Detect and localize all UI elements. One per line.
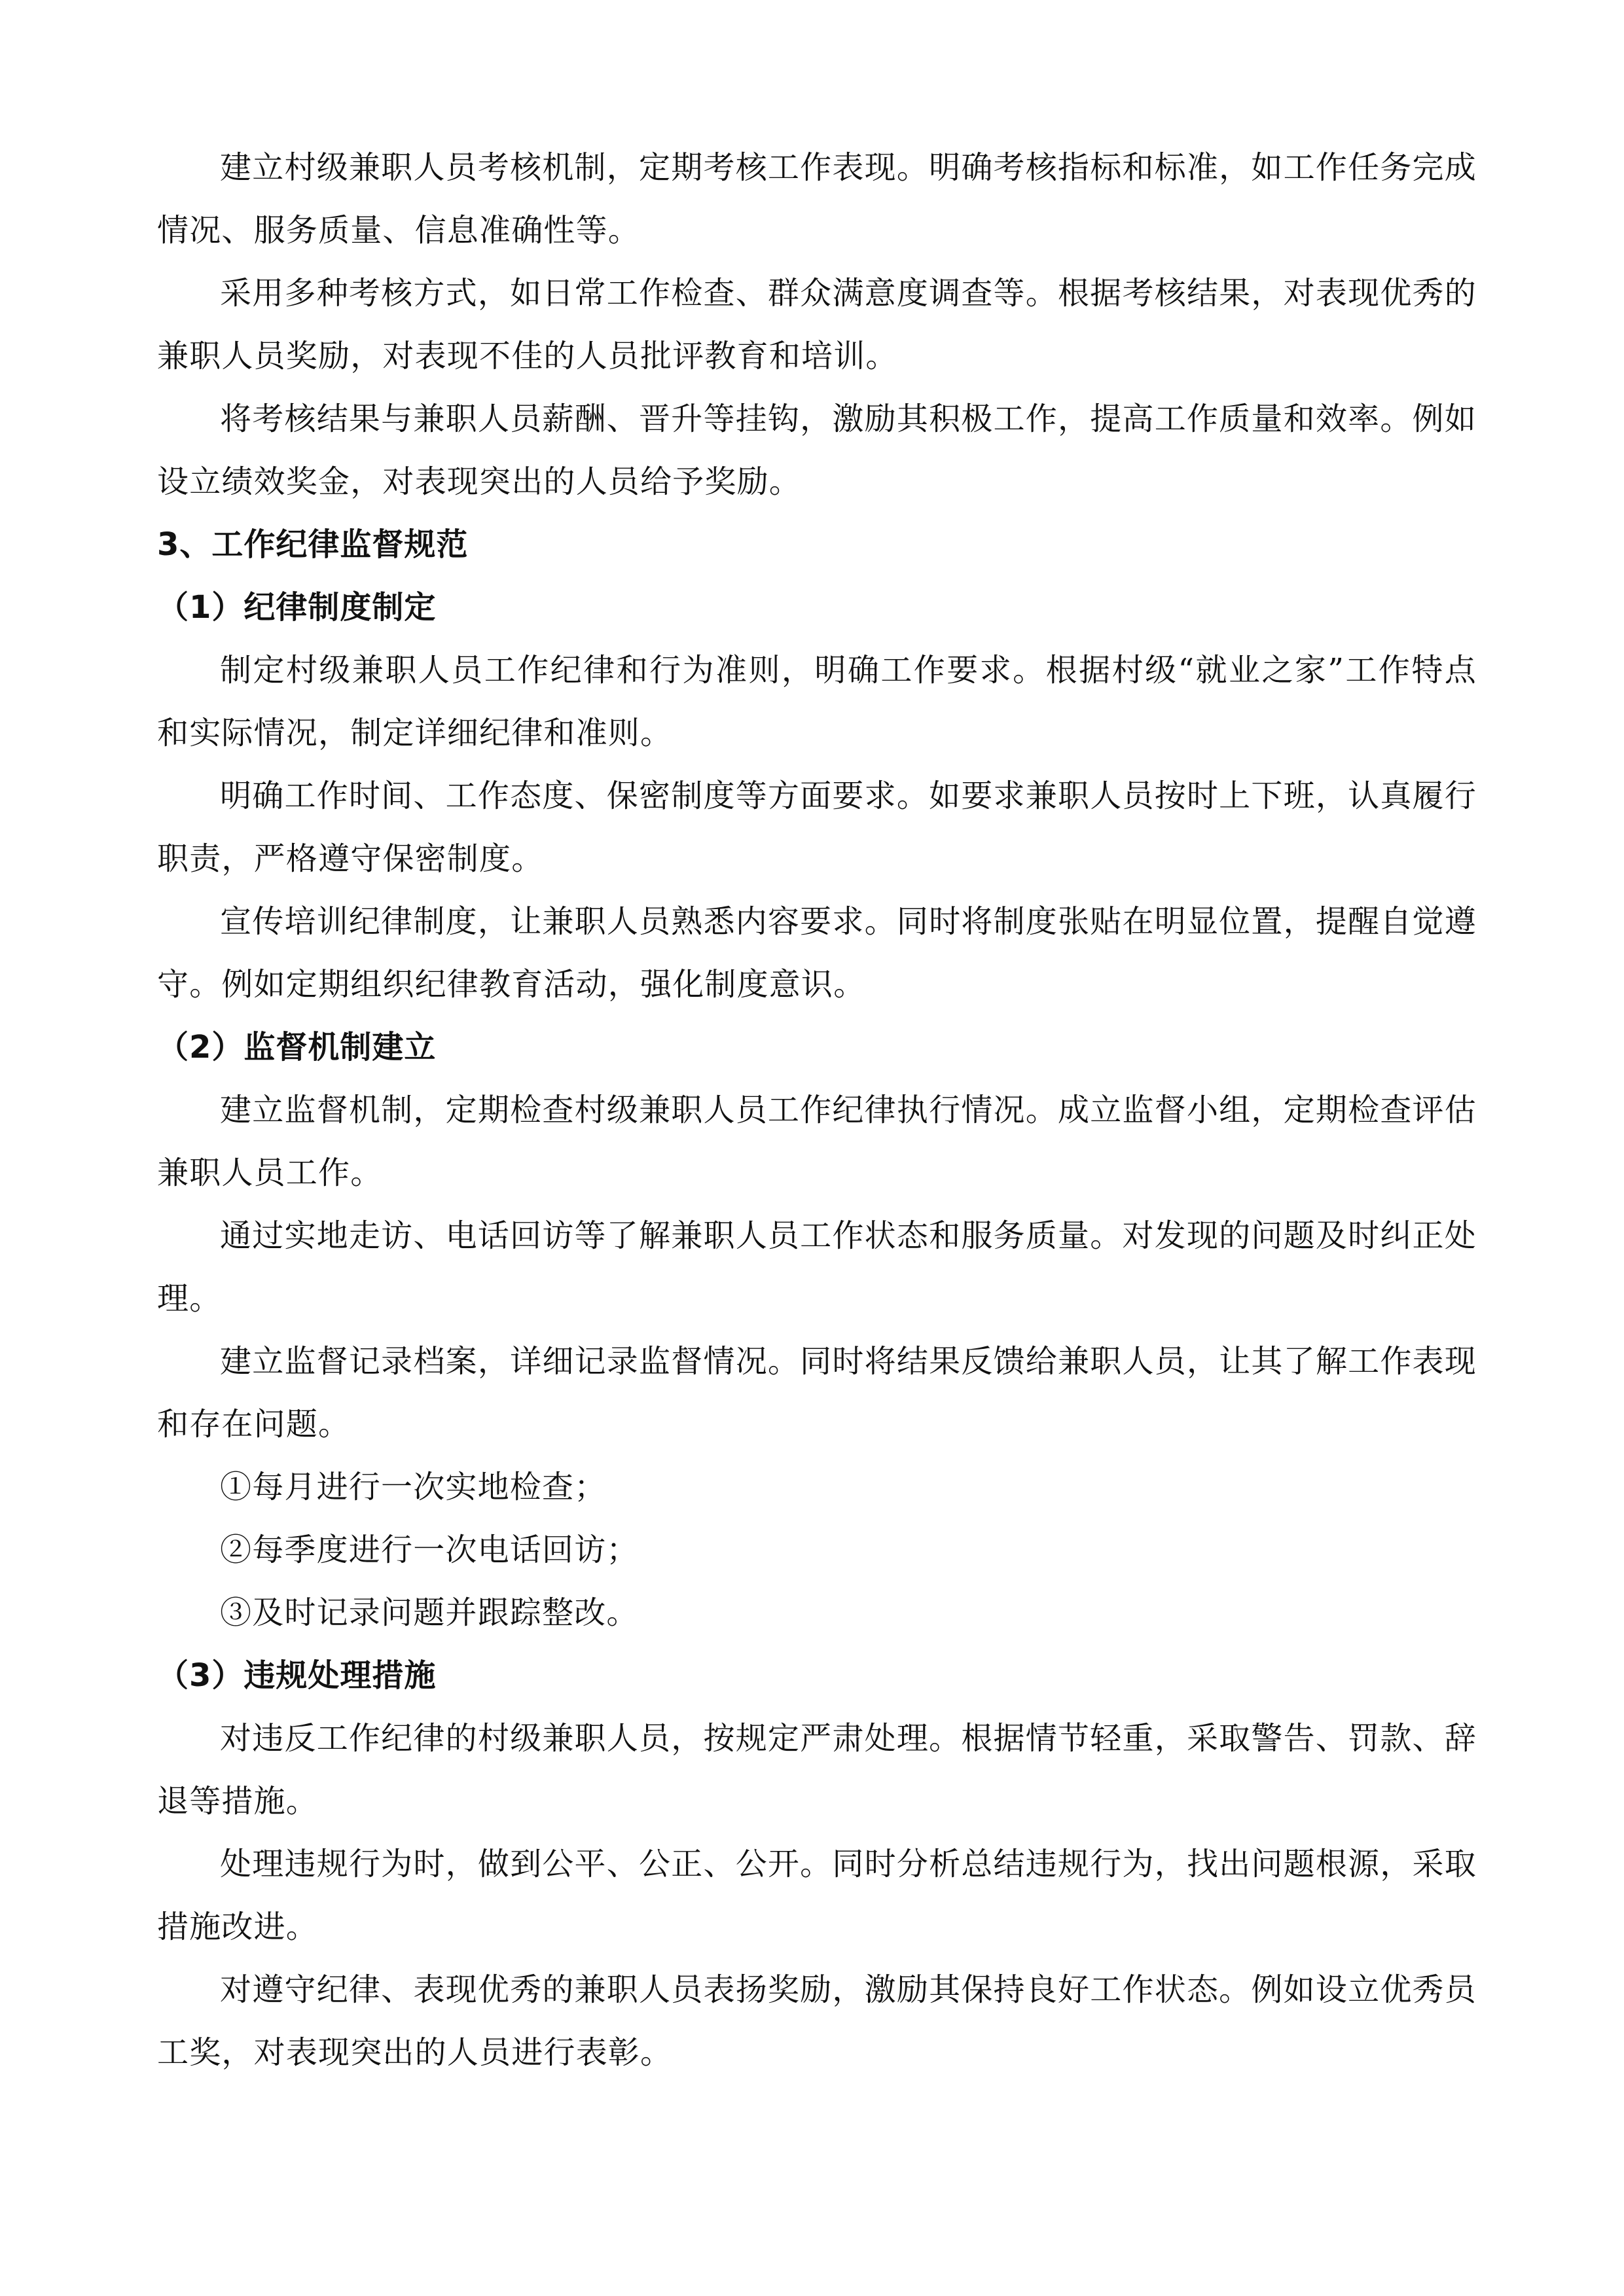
paragraph: 处理违规行为时，做到公平、公正、公开。同时分析总结违规行为，找出问题根源，采取措施改进。 — [157, 1846, 1477, 1945]
subsection-heading: （3）违规处理措施 — [157, 1657, 437, 1694]
paragraph: 建立监督记录档案，详细记录监督情况。同时将结果反馈给兼职人员，让其了解工作表现和存在问题。 — [157, 1343, 1477, 1443]
list-item: ①每月进行一次实地检查； — [220, 1469, 607, 1505]
paragraph: 建立村级兼职人员考核机制，定期考核工作表现。明确考核指标和标准，如工作任务完成情况、服务质量、信息准确性等。 — [157, 149, 1477, 249]
paragraph: 建立监督机制，定期检查村级兼职人员工作纪律执行情况。成立监督小组，定期检查评估兼职人员工作。 — [157, 1092, 1477, 1191]
paragraph: 宣传培训纪律制度，让兼职人员熟悉内容要求。同时将制度张贴在明显位置，提醒自觉遵守。例如定期组织纪律教育活动，强化制度意识。 — [157, 903, 1477, 1003]
paragraph: 对遵守纪律、表现优秀的兼职人员表扬奖励，激励其保持良好工作状态。例如设立优秀员工奖，对表现突出的人员进行表彰。 — [157, 1971, 1477, 2071]
subsection-heading: （1）纪律制度制定 — [157, 589, 437, 626]
paragraph: 对违反工作纪律的村级兼职人员，按规定严肃处理。根据情节轻重，采取警告、罚款、辞退等措施。 — [157, 1720, 1477, 1820]
paragraph: 采用多种考核方式，如日常工作检查、群众满意度调查等。根据考核结果，对表现优秀的兼职人员奖励，对表现不佳的人员批评教育和培训。 — [157, 275, 1477, 374]
paragraph: 通过实地走访、电话回访等了解兼职人员工作状态和服务质量。对发现的问题及时纠正处理。 — [157, 1217, 1477, 1317]
document-body — [157, 136, 1477, 2084]
paragraph: 制定村级兼职人员工作纪律和行为准则，明确工作要求。根据村级“就业之家”工作特点和实际情况，制定详细纪律和准则。 — [157, 652, 1477, 751]
list-item: ②每季度进行一次电话回访； — [220, 1532, 639, 1568]
subsection-heading: （2）监督机制建立 — [157, 1029, 437, 1066]
list-item: ③及时记录问题并跟踪整改。 — [220, 1594, 639, 1631]
paragraph: 将考核结果与兼职人员薪酬、晋升等挂钩，激励其积极工作，提高工作质量和效率。例如设立绩效奖金，对表现突出的人员给予奖励。 — [157, 401, 1477, 500]
section-heading: 3、工作纪律监督规范 — [157, 526, 469, 563]
paragraph: 明确工作时间、工作态度、保密制度等方面要求。如要求兼职人员按时上下班，认真履行职责，严格遵守保密制度。 — [157, 778, 1477, 877]
